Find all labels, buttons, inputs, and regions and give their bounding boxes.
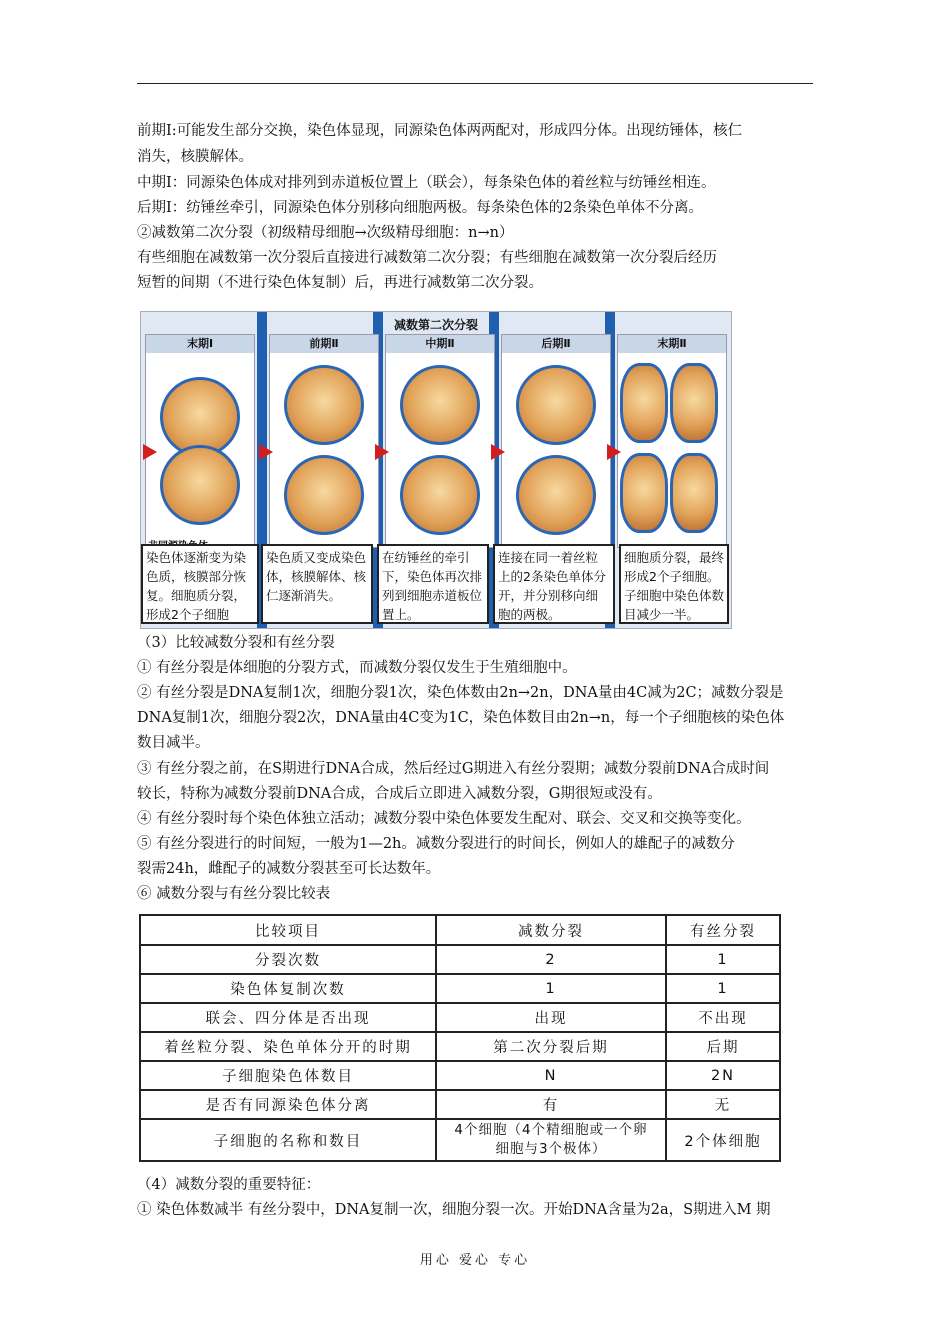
paragraph: ⑤ 有丝分裂进行的时间短，一般为1—2h。减数分裂进行的时间长，例如人的雄配子的减数分 (137, 836, 735, 852)
cell-image (284, 365, 364, 445)
cell-image (400, 455, 480, 535)
stage-caption: 染色质又变成染色体，核膜解体、核仁逐渐消失。 (261, 544, 373, 624)
paragraph: 中期Ⅰ：同源染色体成对排列到赤道板位置上（联会），每条染色体的着丝粒与纺锤丝相连。 (137, 175, 716, 191)
table-cell: 分裂次数 (140, 945, 436, 974)
stage-panel-metaphase-2 (385, 334, 495, 548)
meiosis-figure (140, 311, 732, 629)
stage-caption: 在纺锤丝的牵引下，染色体再次排列到细胞赤道板位置上。 (377, 544, 489, 624)
figure-title: 减数第二次分裂 (393, 318, 478, 332)
stage-panel-telophase-2 (617, 334, 727, 548)
header-rule (137, 83, 813, 84)
stage-panel-prophase-2 (269, 334, 379, 548)
stage-label: 末期Ⅰ (146, 335, 254, 353)
table-row (140, 974, 780, 1003)
stage-label: 后期Ⅱ (502, 335, 610, 353)
table-cell: 1 (666, 974, 780, 1003)
cell-image (670, 453, 718, 533)
stage-panel-anaphase-2 (501, 334, 611, 548)
table-cell: 无 (666, 1090, 780, 1119)
table-cell: N (436, 1061, 666, 1090)
table-cell: 1 (666, 945, 780, 974)
section-heading: （3）比较减数分裂和有丝分裂 (137, 635, 335, 651)
stage-caption: 连接在同一着丝粒上的2条染色单体分开，并分别移向细胞的两极。 (493, 544, 615, 624)
paragraph: ②减数第二次分裂（初级精母细胞→次级精母细胞：n→n） (137, 225, 514, 241)
table-row (140, 1032, 780, 1061)
stage-label: 末期Ⅱ (618, 335, 726, 353)
arrow-icon (375, 444, 389, 460)
page-footer: 用心 爱心 专心 (419, 1253, 531, 1268)
cell-image (160, 445, 240, 525)
comparison-table (139, 914, 781, 1162)
table-cell: 着丝粒分裂、染色单体分开的时期 (140, 1032, 436, 1061)
paragraph: ③ 有丝分裂之前，在S期进行DNA合成，然后经过G期进入有丝分裂期；减数分裂前DNA合成时间 (137, 761, 770, 777)
paragraph: 裂需24h，雌配子的减数分裂甚至可长达数年。 (137, 861, 441, 877)
table-cell: 是否有同源染色体分离 (140, 1090, 436, 1119)
table-cell: 后期 (666, 1032, 780, 1061)
table-cell: 2 (436, 945, 666, 974)
cell-image (620, 453, 668, 533)
cell-image (400, 365, 480, 445)
stage-caption: 细胞质分裂，最终形成2个子细胞。子细胞中染色体数目减少一半。 (619, 544, 729, 624)
arrow-icon (607, 444, 621, 460)
table-row (140, 945, 780, 974)
cell-image (620, 363, 668, 443)
paragraph: ② 有丝分裂是DNA复制1次，细胞分裂1次，染色体数由2n→2n，DNA量由4C减为2C；减数分裂是 (137, 685, 784, 701)
arrow-icon (491, 444, 505, 460)
table-cell: 联会、四分体是否出现 (140, 1003, 436, 1032)
table-cell: 子细胞染色体数目 (140, 1061, 436, 1090)
paragraph: ④ 有丝分裂时每个染色体独立活动；减数分裂中染色体要发生配对、联会、交叉和交换等变化。 (137, 811, 751, 827)
cell-image (516, 455, 596, 535)
paragraph: 数目减半。 (137, 735, 210, 751)
cell-image (284, 455, 364, 535)
section-heading: （4）减数分裂的重要特征： (137, 1177, 321, 1193)
table-header-row (140, 915, 780, 945)
cell-image (516, 365, 596, 445)
paragraph: 前期Ⅰ:可能发生部分交换，染色体显现，同源染色体两两配对，形成四分体。出现纺锤体，核仁 (137, 123, 743, 139)
paragraph: 消失，核膜解体。 (137, 149, 253, 165)
stage-panel-telophase-1 (145, 334, 255, 548)
table-cell: 出现 (436, 1003, 666, 1032)
table-cell: 2个体细胞 (666, 1119, 780, 1161)
paragraph: 较长，特称为减数分裂前DNA合成，合成后立即进入减数分裂，G期很短或没有。 (137, 786, 662, 802)
cell-image (670, 363, 718, 443)
paragraph: ① 染色体数减半 有丝分裂中，DNA复制一次，细胞分裂一次。开始DNA含量为2a，S期进入M 期 (137, 1202, 771, 1218)
table-cell: 染色体复制次数 (140, 974, 436, 1003)
paragraph: ⑥ 减数分裂与有丝分裂比较表 (137, 886, 331, 902)
table-cell: 第二次分裂后期 (436, 1032, 666, 1061)
table-cell: 2N (666, 1061, 780, 1090)
stage-label: 中期Ⅱ (386, 335, 494, 353)
table-cell: 有 (436, 1090, 666, 1119)
arrow-icon (259, 444, 273, 460)
table-row (140, 1119, 780, 1161)
table-row (140, 1003, 780, 1032)
arrow-icon (143, 444, 157, 460)
stage-caption: 染色体逐渐变为染色质，核膜部分恢复。细胞质分裂，形成2个子细胞 (141, 544, 259, 624)
table-header-cell: 有丝分裂 (666, 915, 780, 945)
table-cell: 4个细胞（4个精细胞或一个卵细胞与3个极体） (436, 1119, 666, 1161)
paragraph: 有些细胞在减数第一次分裂后直接进行减数第二次分裂；有些细胞在减数第一次分裂后经历 (137, 250, 717, 266)
table-header-cell: 减数分裂 (436, 915, 666, 945)
paragraph: ① 有丝分裂是体细胞的分裂方式，而减数分裂仅发生于生殖细胞中。 (137, 660, 577, 676)
table-cell: 1 (436, 974, 666, 1003)
table-header-cell: 比较项目 (140, 915, 436, 945)
stage-label: 前期Ⅱ (270, 335, 378, 353)
table-row (140, 1061, 780, 1090)
paragraph: 后期Ⅰ：纺锤丝牵引，同源染色体分别移向细胞两极。每条染色体的2条染色单体不分离。 (137, 200, 703, 216)
table-cell: 子细胞的名称和数目 (140, 1119, 436, 1161)
table-cell: 不出现 (666, 1003, 780, 1032)
paragraph: DNA复制1次，细胞分裂2次，DNA量由4C变为1C，染色体数目由2n→n，每一个子细胞核的染色体 (137, 710, 785, 726)
table-row (140, 1090, 780, 1119)
paragraph: 短暂的间期（不进行染色体复制）后，再进行减数第二次分裂。 (137, 275, 543, 291)
